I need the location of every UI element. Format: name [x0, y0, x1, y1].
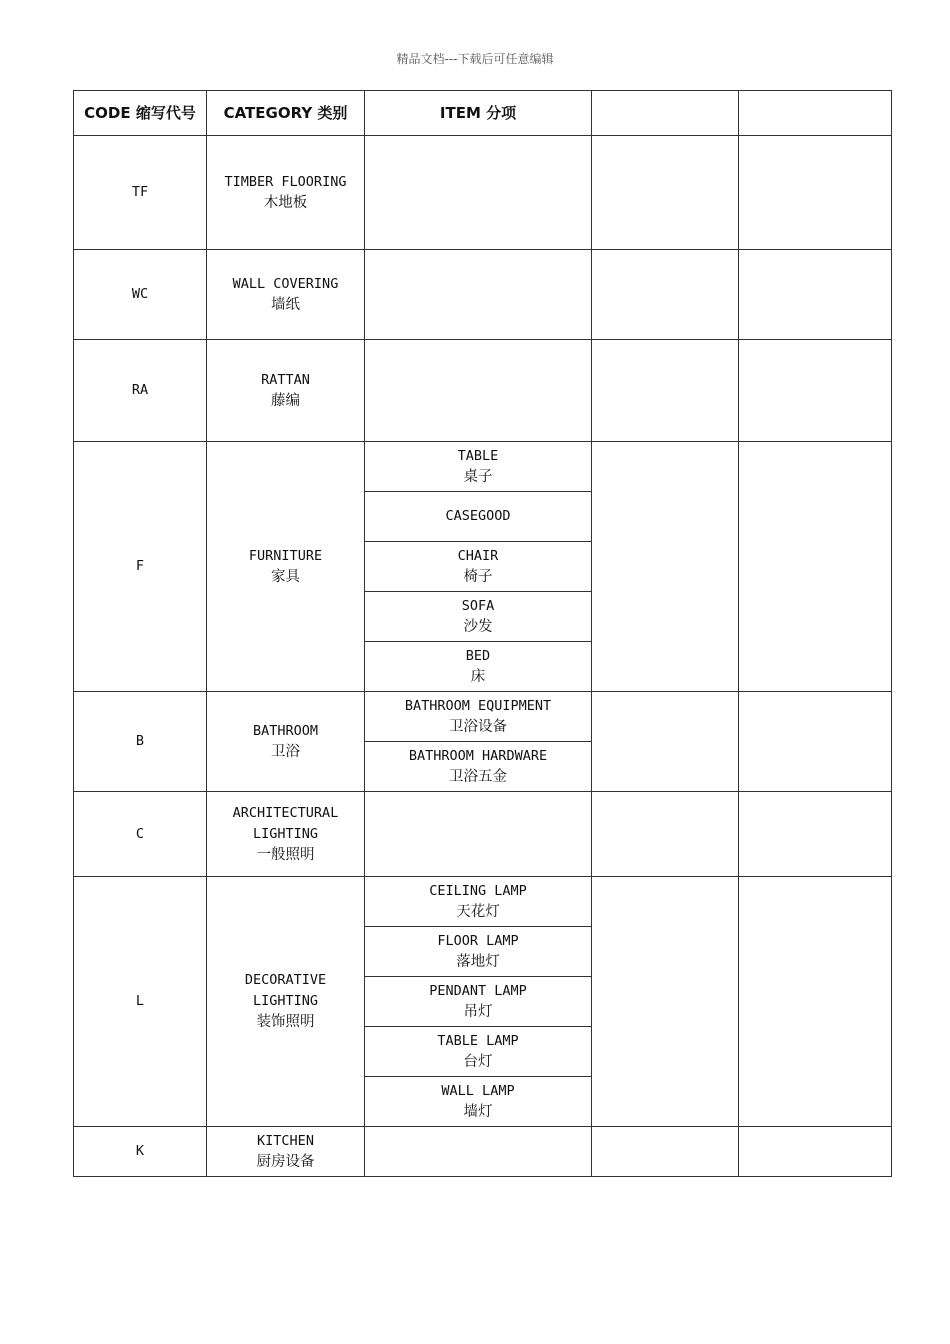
column-header-code: CODE 缩写代号 — [74, 91, 207, 136]
item-en: BED — [465, 647, 491, 664]
item-en: BATHROOM HARDWARE — [408, 747, 548, 764]
column-header-category: CATEGORY 类别 — [207, 91, 365, 136]
item-zh: 墙灯 — [463, 1103, 493, 1120]
code-cell: F — [74, 442, 207, 692]
item-cell — [365, 792, 592, 877]
category-en: BATHROOM — [252, 722, 319, 739]
category-cell — [207, 136, 365, 250]
category-zh: 卫浴 — [271, 743, 300, 760]
item-en: WALL LAMP — [441, 1082, 515, 1099]
item-en: CEILING LAMP — [429, 882, 527, 899]
category-en: FURNITURE — [248, 547, 323, 564]
category-en-line2: LIGHTING — [252, 825, 319, 842]
category-en-line2: LIGHTING — [252, 993, 319, 1009]
blank-cell — [592, 136, 739, 250]
column-header-blank-1 — [592, 91, 739, 136]
column-header-blank-2 — [739, 91, 892, 136]
item-cell — [365, 1077, 592, 1127]
code-cell: K — [74, 1127, 207, 1177]
item-en: SOFA — [461, 597, 495, 614]
blank-cell — [739, 692, 892, 792]
category-cell — [207, 792, 365, 877]
item-zh: 卫浴设备 — [449, 718, 507, 735]
category-zh: 藤编 — [271, 392, 300, 409]
blank-cell — [592, 442, 739, 692]
table-header-row — [74, 91, 892, 136]
item-zh: 沙发 — [463, 618, 493, 635]
item-en: TABLE LAMP — [437, 1032, 519, 1049]
blank-cell — [739, 442, 892, 692]
item-cell — [365, 250, 592, 340]
item-cell — [365, 1127, 592, 1177]
item-zh: 桌子 — [463, 468, 493, 485]
item-cell — [365, 692, 592, 742]
page-header: 精品文档---下载后可任意编辑 — [396, 52, 554, 66]
category-cell — [207, 442, 365, 692]
category-en: TIMBER FLOORING — [224, 173, 347, 190]
item-cell — [365, 1027, 592, 1077]
table-row — [74, 340, 892, 442]
item-cell — [365, 340, 592, 442]
code-cell: WC — [74, 250, 207, 340]
category-en: KITCHEN — [257, 1132, 314, 1149]
category-zh: 厨房设备 — [256, 1153, 315, 1170]
item-cell — [365, 542, 592, 592]
blank-cell — [739, 250, 892, 340]
blank-cell — [739, 792, 892, 877]
blank-cell — [739, 1127, 892, 1177]
category-zh: 装饰照明 — [256, 1014, 315, 1030]
code-cell: RA — [74, 340, 207, 442]
item-cell — [365, 742, 592, 792]
item-zh: 吊灯 — [463, 1003, 493, 1020]
item-cell — [365, 877, 592, 927]
item-zh: 台灯 — [463, 1053, 493, 1070]
item-cell — [365, 492, 592, 542]
item-en: CHAIR — [457, 547, 499, 564]
item-en: PENDANT LAMP — [429, 982, 527, 999]
category-zh: 家具 — [271, 568, 300, 585]
blank-cell — [592, 250, 739, 340]
item-cell — [365, 592, 592, 642]
table-row — [74, 792, 892, 877]
table-row — [74, 250, 892, 340]
category-zh: 一般照明 — [256, 846, 315, 863]
code-cell: C — [74, 792, 207, 877]
item-zh: 天花灯 — [456, 903, 500, 920]
blank-cell — [592, 692, 739, 792]
category-cell — [207, 877, 365, 1127]
category-cell — [207, 1127, 365, 1177]
code-cell: TF — [74, 136, 207, 250]
table-row — [74, 877, 892, 927]
category-en: RATTAN — [261, 371, 310, 388]
item-cell — [365, 136, 592, 250]
item-zh: 椅子 — [463, 568, 493, 585]
category-en: ARCHITECTURAL — [232, 804, 339, 821]
item-cell — [365, 977, 592, 1027]
blank-cell — [592, 340, 739, 442]
table-row — [74, 442, 892, 492]
category-zh: 墙纸 — [271, 296, 300, 313]
item-cell — [365, 927, 592, 977]
table-row — [74, 692, 892, 742]
category-table — [73, 90, 892, 1177]
blank-cell — [592, 877, 739, 1127]
category-cell — [207, 692, 365, 792]
item-zh: 卫浴五金 — [449, 768, 507, 785]
item-en: BATHROOM EQUIPMENT — [404, 697, 552, 714]
item-en: TABLE — [457, 447, 499, 464]
item-en: CASEGOOD — [445, 508, 511, 524]
category-en: WALL COVERING — [232, 275, 339, 292]
category-en: DECORATIVE — [244, 972, 327, 988]
table-row — [74, 136, 892, 250]
column-header-item: ITEM 分项 — [365, 91, 592, 136]
blank-cell — [592, 1127, 739, 1177]
blank-cell — [739, 877, 892, 1127]
item-cell — [365, 642, 592, 692]
category-cell — [207, 340, 365, 442]
category-zh: 木地板 — [263, 194, 308, 211]
blank-cell — [592, 792, 739, 877]
code-cell: B — [74, 692, 207, 792]
item-cell — [365, 442, 592, 492]
item-en: FLOOR LAMP — [437, 932, 519, 949]
category-cell — [207, 250, 365, 340]
blank-cell — [739, 136, 892, 250]
item-zh: 落地灯 — [456, 953, 500, 970]
item-zh: 床 — [470, 668, 486, 685]
table-row — [74, 1127, 892, 1177]
blank-cell — [739, 340, 892, 442]
code-cell: L — [74, 877, 207, 1127]
